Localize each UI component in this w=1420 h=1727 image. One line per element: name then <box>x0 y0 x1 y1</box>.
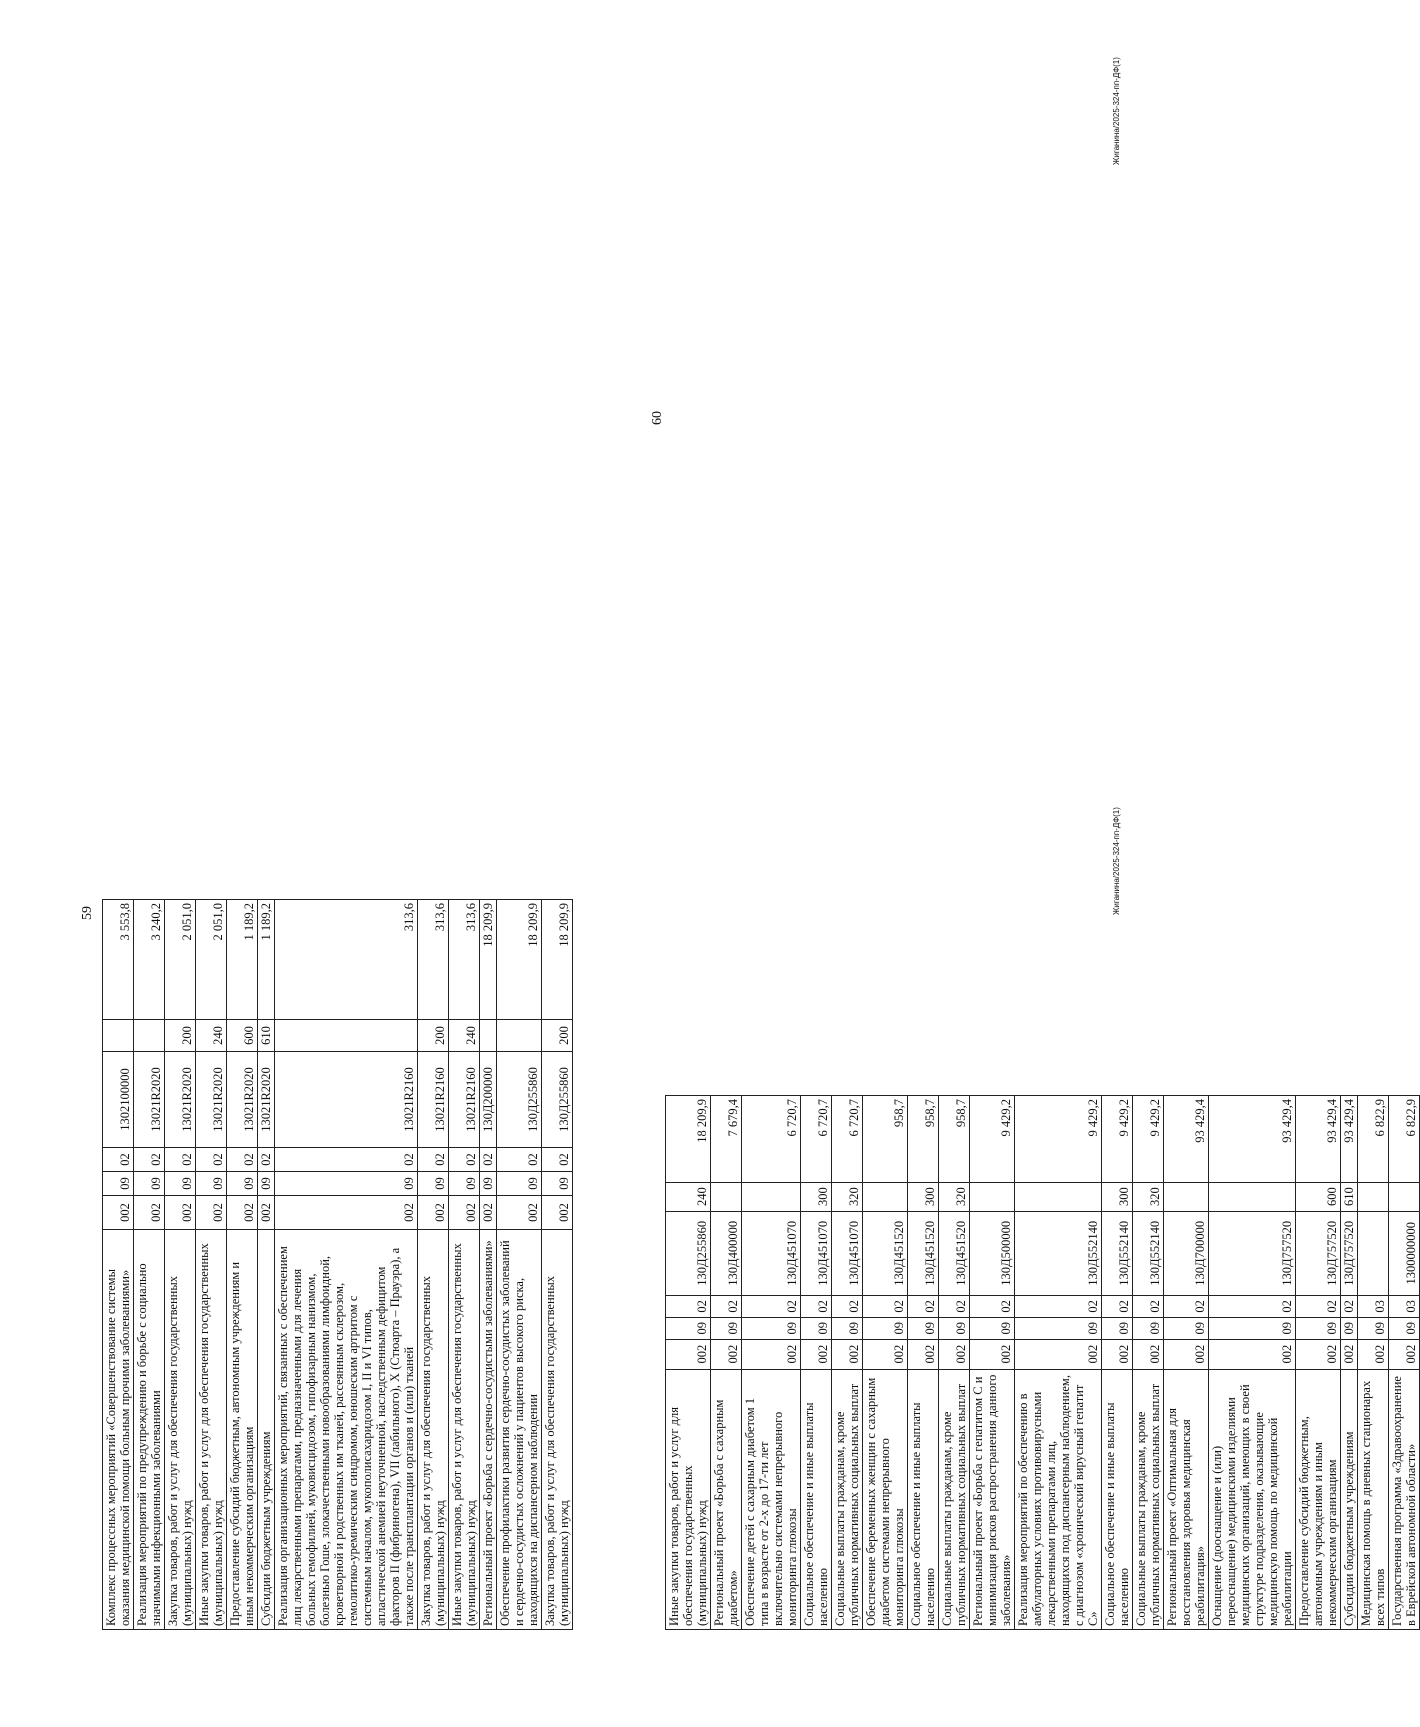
row-name: Социальные выплаты гражданам, кроме публичных нормативных социальных выплат <box>1133 1369 1164 1629</box>
row-amount: 93 429,4 <box>1296 1096 1341 1183</box>
row-expense-type-code: 240 <box>196 1020 227 1052</box>
row-subsection-code: 02 <box>666 1295 711 1317</box>
row-target-article-code: 130Д255860 <box>666 1211 711 1295</box>
row-subsection-code: 02 <box>742 1295 801 1317</box>
row-section-code: 09 <box>196 1172 227 1196</box>
row-expense-type-code: 600 <box>1296 1182 1341 1211</box>
row-subsection-code: 02 <box>801 1295 832 1317</box>
row-name: Комплекс процессных мероприятий «Совершенствование системы оказания медицинской помощи больным прочими заболеваниями» <box>103 1230 134 1630</box>
row-name: Социальное обеспечение и иные выплаты населению <box>801 1369 832 1629</box>
row-section-code: 09 <box>1358 1317 1389 1339</box>
row-subsection-code: 02 <box>1015 1295 1102 1317</box>
row-target-article-code: 130Д451520 <box>863 1211 908 1295</box>
page-59 <box>102 899 573 1630</box>
document-code-footer: Жиганина/2025-324-пп-ДФ(1) <box>1112 57 1121 165</box>
row-section-code: 09 <box>480 1172 497 1196</box>
budget-table-page-59 <box>102 899 573 1630</box>
row-amount: 313,6 <box>449 900 480 1020</box>
table-row <box>1341 1096 1358 1630</box>
row-expense-type-code: 300 <box>908 1182 939 1211</box>
row-expense-type-code: 300 <box>1102 1182 1133 1211</box>
table-row <box>1358 1096 1389 1630</box>
row-grbs-code: 002 <box>1389 1339 1420 1369</box>
row-expense-type-code: 600 <box>227 1020 258 1052</box>
row-amount: 93 429,4 <box>1341 1096 1358 1183</box>
row-expense-type-code <box>275 1020 418 1052</box>
row-name: Социальное обеспечение и иные выплаты населению <box>908 1369 939 1629</box>
row-subsection-code: 03 <box>1358 1295 1389 1317</box>
row-target-article-code: 13021R2160 <box>449 1052 480 1148</box>
row-amount: 9 429,2 <box>1133 1096 1164 1183</box>
row-grbs-code: 002 <box>1102 1339 1133 1369</box>
row-section-code: 09 <box>666 1317 711 1339</box>
table-row <box>970 1096 1015 1630</box>
row-amount: 2 051,0 <box>196 900 227 1020</box>
row-target-article-code: 130Д451070 <box>742 1211 801 1295</box>
row-section-code: 09 <box>542 1172 573 1196</box>
budget-table-page-60 <box>665 1095 1420 1630</box>
row-section-code: 09 <box>1102 1317 1133 1339</box>
row-section-code: 09 <box>165 1172 196 1196</box>
row-expense-type-code <box>970 1182 1015 1211</box>
row-name: Обеспечение детей с сахарным диабетом 1 типа в возрасте от 2-х до 17-ти лет включительно системами непрерывного мониторинга глюкозы <box>742 1369 801 1629</box>
row-name: Социальные выплаты гражданам, кроме публичных нормативных социальных выплат <box>939 1369 970 1629</box>
page-60 <box>665 1095 1420 1630</box>
row-name: Реализация организационных мероприятий, связанных с обеспечением лиц лекарственными препаратами, предназначенными для лечения больных гемофилией, муковисцидозом, гипофизарным нанизмом, болезнью Гоше, злокачественными новообразованиями лимфоидной, кроветворной и родственных им тканей, рассеянным склерозом, гемолитико-уремическим синдромом, юношеским артритом с системным началом, мукополисахаридозом I, II и VI типов, апластической анемией неуточненной, наследственным дефицитом факторов II (фибриногена), VII (лабильного), X (Стюарта – Прауэра), а также после трансплантации органов и (или) тканей <box>275 1230 418 1630</box>
row-subsection-code: 02 <box>165 1148 196 1172</box>
row-target-article-code: 130Д700000 <box>1164 1211 1209 1295</box>
row-expense-type-code: 320 <box>832 1182 863 1211</box>
row-name: Иные закупки товаров, работ и услуг для обеспечения государственных (муниципальных) нужд <box>449 1230 480 1630</box>
row-expense-type-code: 610 <box>1341 1182 1358 1211</box>
row-section-code: 09 <box>970 1317 1015 1339</box>
table-row <box>939 1096 970 1630</box>
row-amount: 93 429,4 <box>1164 1096 1209 1183</box>
row-target-article-code: 130Д400000 <box>711 1211 742 1295</box>
row-subsection-code: 02 <box>1341 1295 1358 1317</box>
table-row <box>1296 1096 1341 1630</box>
row-subsection-code: 02 <box>258 1148 275 1172</box>
row-section-code: 09 <box>227 1172 258 1196</box>
row-expense-type-code <box>103 1020 134 1052</box>
row-grbs-code: 002 <box>1341 1339 1358 1369</box>
row-target-article-code: 130Д200000 <box>480 1052 497 1148</box>
row-grbs-code: 002 <box>908 1339 939 1369</box>
row-name: Оснащение (дооснащение и (или) переоснащение) медицинскими изделиями медицинских организаций, имеющих в своей структуре подразделения, оказывающие медицинскую помощь по медицинской реабилитации <box>1209 1369 1296 1629</box>
row-grbs-code: 002 <box>480 1196 497 1230</box>
row-amount: 1 189,2 <box>227 900 258 1020</box>
row-name: Иные закупки товаров, работ и услуг для обеспечения государственных (муниципальных) нужд <box>666 1369 711 1629</box>
row-grbs-code: 002 <box>666 1339 711 1369</box>
row-name: Региональный проект «Оптимальная для восстановления здоровья медицинская реабилитация» <box>1164 1369 1209 1629</box>
row-expense-type-code <box>497 1020 542 1052</box>
row-expense-type-code: 610 <box>258 1020 275 1052</box>
table-row <box>1133 1096 1164 1630</box>
row-name: Социальное обеспечение и иные выплаты населению <box>1102 1369 1133 1629</box>
row-section-code: 09 <box>275 1172 418 1196</box>
row-expense-type-code <box>134 1020 165 1052</box>
row-grbs-code: 002 <box>196 1196 227 1230</box>
row-subsection-code: 02 <box>1102 1295 1133 1317</box>
row-name: Субсидии бюджетным учреждениям <box>1341 1369 1358 1629</box>
row-section-code: 09 <box>832 1317 863 1339</box>
row-name: Региональный проект «Борьба с сахарным диабетом» <box>711 1369 742 1629</box>
row-amount: 6 720,7 <box>832 1096 863 1183</box>
table-row <box>1389 1096 1420 1630</box>
row-amount: 18 209,9 <box>497 900 542 1020</box>
table-row <box>165 900 196 1630</box>
row-subsection-code: 02 <box>196 1148 227 1172</box>
table-row <box>497 900 542 1630</box>
row-subsection-code: 02 <box>908 1295 939 1317</box>
row-target-article-code: 130Д255860 <box>497 1052 542 1148</box>
page-number-59: 59 <box>80 906 95 920</box>
row-grbs-code: 002 <box>1015 1339 1102 1369</box>
row-amount: 9 429,2 <box>1102 1096 1133 1183</box>
row-grbs-code: 002 <box>497 1196 542 1230</box>
table-row <box>449 900 480 1630</box>
row-section-code: 09 <box>1015 1317 1102 1339</box>
row-subsection-code: 02 <box>497 1148 542 1172</box>
row-subsection-code: 02 <box>832 1295 863 1317</box>
row-expense-type-code: 300 <box>801 1182 832 1211</box>
row-name: Закупка товаров, работ и услуг для обеспечения государственных (муниципальных) нужд <box>165 1230 196 1630</box>
row-section-code: 09 <box>1164 1317 1209 1339</box>
row-grbs-code: 002 <box>258 1196 275 1230</box>
row-target-article-code: 1302100000 <box>103 1052 134 1148</box>
row-target-article-code: 1300000000 <box>1389 1211 1420 1295</box>
row-amount: 1 189,2 <box>258 900 275 1020</box>
row-expense-type-code <box>1164 1182 1209 1211</box>
row-section-code: 09 <box>711 1317 742 1339</box>
row-expense-type-code <box>711 1182 742 1211</box>
table-row <box>480 900 497 1630</box>
table-row <box>103 900 134 1630</box>
table-row <box>1164 1096 1209 1630</box>
table-row <box>742 1096 801 1630</box>
row-grbs-code: 002 <box>863 1339 908 1369</box>
row-section-code: 09 <box>449 1172 480 1196</box>
row-grbs-code: 002 <box>1358 1339 1389 1369</box>
row-expense-type-code: 240 <box>449 1020 480 1052</box>
row-grbs-code: 002 <box>1296 1339 1341 1369</box>
row-section-code: 09 <box>497 1172 542 1196</box>
table-row <box>134 900 165 1630</box>
row-grbs-code: 002 <box>939 1339 970 1369</box>
row-expense-type-code <box>1015 1182 1102 1211</box>
row-section-code: 09 <box>1209 1317 1296 1339</box>
row-section-code: 09 <box>742 1317 801 1339</box>
row-subsection-code: 02 <box>227 1148 258 1172</box>
row-subsection-code: 02 <box>970 1295 1015 1317</box>
row-target-article-code: 130Д255860 <box>542 1052 573 1148</box>
row-target-article-code: 13021R2020 <box>134 1052 165 1148</box>
row-target-article-code: 130Д451070 <box>801 1211 832 1295</box>
row-target-article-code: 130Д552140 <box>1102 1211 1133 1295</box>
row-amount: 6 720,7 <box>742 1096 801 1183</box>
page-number-60: 60 <box>650 411 665 425</box>
table-row <box>258 900 275 1630</box>
row-amount: 6 822,9 <box>1358 1096 1389 1183</box>
row-grbs-code: 002 <box>418 1196 449 1230</box>
row-expense-type-code: 240 <box>666 1182 711 1211</box>
row-target-article-code: 130Д757520 <box>1209 1211 1296 1295</box>
table-row <box>711 1096 742 1630</box>
table-row <box>275 900 418 1630</box>
row-grbs-code: 002 <box>970 1339 1015 1369</box>
table-row <box>542 900 573 1630</box>
row-section-code: 09 <box>939 1317 970 1339</box>
row-expense-type-code: 320 <box>939 1182 970 1211</box>
row-amount: 18 209,9 <box>666 1096 711 1183</box>
row-expense-type-code <box>863 1182 908 1211</box>
row-section-code: 09 <box>1389 1317 1420 1339</box>
row-amount: 6 720,7 <box>801 1096 832 1183</box>
row-name: Обеспечение профилактики развития сердечно-сосудистых заболеваний и сердечно-сосудистых осложнений у пациентов высокого риска, находящихся на диспансерном наблюдении <box>497 1230 542 1630</box>
row-subsection-code: 02 <box>480 1148 497 1172</box>
row-amount: 7 679,4 <box>711 1096 742 1183</box>
row-target-article-code: 130Д500000 <box>970 1211 1015 1295</box>
row-grbs-code: 002 <box>542 1196 573 1230</box>
row-section-code: 09 <box>1296 1317 1341 1339</box>
row-section-code: 09 <box>134 1172 165 1196</box>
row-section-code: 09 <box>418 1172 449 1196</box>
row-subsection-code: 02 <box>418 1148 449 1172</box>
row-subsection-code: 02 <box>863 1295 908 1317</box>
row-name: Обеспечение беременных женщин с сахарным диабетом системами непрерывного мониторинга глюкозы <box>863 1369 908 1629</box>
row-section-code: 09 <box>1341 1317 1358 1339</box>
row-expense-type-code: 200 <box>542 1020 573 1052</box>
row-amount: 18 209,9 <box>542 900 573 1020</box>
row-name: Реализация мероприятий по предупреждению и борьбе с социально значимыми инфекционными заболеваниями <box>134 1230 165 1630</box>
row-grbs-code: 002 <box>449 1196 480 1230</box>
row-expense-type-code <box>1209 1182 1296 1211</box>
table-row <box>666 1096 711 1630</box>
row-name: Субсидии бюджетным учреждениям <box>258 1230 275 1630</box>
row-section-code: 09 <box>258 1172 275 1196</box>
row-grbs-code: 002 <box>742 1339 801 1369</box>
row-target-article-code <box>1358 1211 1389 1295</box>
row-subsection-code: 02 <box>449 1148 480 1172</box>
row-grbs-code: 002 <box>801 1339 832 1369</box>
row-amount: 958,7 <box>939 1096 970 1183</box>
row-amount: 958,7 <box>908 1096 939 1183</box>
row-amount: 958,7 <box>863 1096 908 1183</box>
row-subsection-code: 02 <box>103 1148 134 1172</box>
row-amount: 313,6 <box>418 900 449 1020</box>
row-expense-type-code <box>480 1020 497 1052</box>
row-target-article-code: 130Д552140 <box>1015 1211 1102 1295</box>
row-grbs-code: 002 <box>832 1339 863 1369</box>
row-grbs-code: 002 <box>1133 1339 1164 1369</box>
row-target-article-code: 130Д451520 <box>908 1211 939 1295</box>
row-target-article-code: 13021R2160 <box>275 1052 418 1148</box>
row-name: Региональный проект «Борьба с сердечно-сосудистыми заболеваниями» <box>480 1230 497 1630</box>
row-amount: 3 553,8 <box>103 900 134 1020</box>
row-grbs-code: 002 <box>1164 1339 1209 1369</box>
row-target-article-code: 130Д552140 <box>1133 1211 1164 1295</box>
row-name: Закупка товаров, работ и услуг для обеспечения государственных (муниципальных) нужд <box>542 1230 573 1630</box>
row-amount: 18 209,9 <box>480 900 497 1020</box>
row-name: Иные закупки товаров, работ и услуг для обеспечения государственных (муниципальных) нужд <box>196 1230 227 1630</box>
row-grbs-code: 002 <box>711 1339 742 1369</box>
row-expense-type-code: 200 <box>165 1020 196 1052</box>
row-target-article-code: 13021R2020 <box>165 1052 196 1148</box>
row-section-code: 09 <box>863 1317 908 1339</box>
row-name: Предоставление субсидий бюджетным, автономным учреждениям и иным некоммерческим организациям <box>1296 1369 1341 1629</box>
document-code-footer: Жиганина/2025-324-пп-ДФ(1) <box>1112 807 1121 915</box>
row-target-article-code: 130Д757520 <box>1296 1211 1341 1295</box>
table-row <box>863 1096 908 1630</box>
row-target-article-code: 13021R2020 <box>258 1052 275 1148</box>
row-section-code: 09 <box>103 1172 134 1196</box>
row-subsection-code: 02 <box>711 1295 742 1317</box>
row-subsection-code: 02 <box>1133 1295 1164 1317</box>
table-row <box>418 900 449 1630</box>
row-target-article-code: 13021R2160 <box>418 1052 449 1148</box>
row-subsection-code: 02 <box>939 1295 970 1317</box>
row-amount: 2 051,0 <box>165 900 196 1020</box>
table-row <box>196 900 227 1630</box>
row-grbs-code: 002 <box>275 1196 418 1230</box>
row-section-code: 09 <box>1133 1317 1164 1339</box>
row-target-article-code: 13021R2020 <box>227 1052 258 1148</box>
row-amount: 9 429,2 <box>1015 1096 1102 1183</box>
row-target-article-code: 13021R2020 <box>196 1052 227 1148</box>
row-subsection-code: 03 <box>1389 1295 1420 1317</box>
row-target-article-code: 130Д757520 <box>1341 1211 1358 1295</box>
row-amount: 9 429,2 <box>970 1096 1015 1183</box>
row-expense-type-code: 320 <box>1133 1182 1164 1211</box>
row-subsection-code: 02 <box>1296 1295 1341 1317</box>
row-target-article-code: 130Д451520 <box>939 1211 970 1295</box>
row-grbs-code: 002 <box>165 1196 196 1230</box>
table-row <box>227 900 258 1630</box>
row-target-article-code: 130Д451070 <box>832 1211 863 1295</box>
table-row <box>908 1096 939 1630</box>
row-amount: 93 429,4 <box>1209 1096 1296 1183</box>
table-row <box>1209 1096 1296 1630</box>
row-subsection-code: 02 <box>1164 1295 1209 1317</box>
row-name: Медицинская помощь в дневных стационарах всех типов <box>1358 1369 1389 1629</box>
row-amount: 3 240,2 <box>134 900 165 1020</box>
row-name: Реализация мероприятий по обеспечению в амбулаторных условиях противовирусными лекарственными препаратами лиц, находящихся под диспансерным наблюдением, с диагнозом «хронический вирусный гепатит С» <box>1015 1369 1102 1629</box>
table-row <box>1102 1096 1133 1630</box>
row-name: Предоставление субсидий бюджетным, автономным учреждениям и иным некоммерческим организациям <box>227 1230 258 1630</box>
row-name: Региональный проект «Борьба с гепатитом С и минимизация рисков распространения данного заболевания» <box>970 1369 1015 1629</box>
row-expense-type-code <box>1389 1182 1420 1211</box>
row-subsection-code: 02 <box>1209 1295 1296 1317</box>
table-row <box>832 1096 863 1630</box>
row-subsection-code: 02 <box>542 1148 573 1172</box>
row-expense-type-code <box>1358 1182 1389 1211</box>
row-subsection-code: 02 <box>134 1148 165 1172</box>
row-amount: 313,6 <box>275 900 418 1020</box>
row-grbs-code: 002 <box>227 1196 258 1230</box>
table-row <box>801 1096 832 1630</box>
row-name: Государственная программа «Здравоохранение в Еврейской автономной области» <box>1389 1369 1420 1629</box>
row-name: Социальные выплаты гражданам, кроме публичных нормативных социальных выплат <box>832 1369 863 1629</box>
row-subsection-code: 02 <box>275 1148 418 1172</box>
table-row <box>1015 1096 1102 1630</box>
row-amount: 6 822,9 <box>1389 1096 1420 1183</box>
row-name: Закупка товаров, работ и услуг для обеспечения государственных (муниципальных) нужд <box>418 1230 449 1630</box>
row-section-code: 09 <box>801 1317 832 1339</box>
row-expense-type-code <box>742 1182 801 1211</box>
row-expense-type-code: 200 <box>418 1020 449 1052</box>
row-grbs-code: 002 <box>1209 1339 1296 1369</box>
row-grbs-code: 002 <box>134 1196 165 1230</box>
row-section-code: 09 <box>908 1317 939 1339</box>
row-grbs-code: 002 <box>103 1196 134 1230</box>
